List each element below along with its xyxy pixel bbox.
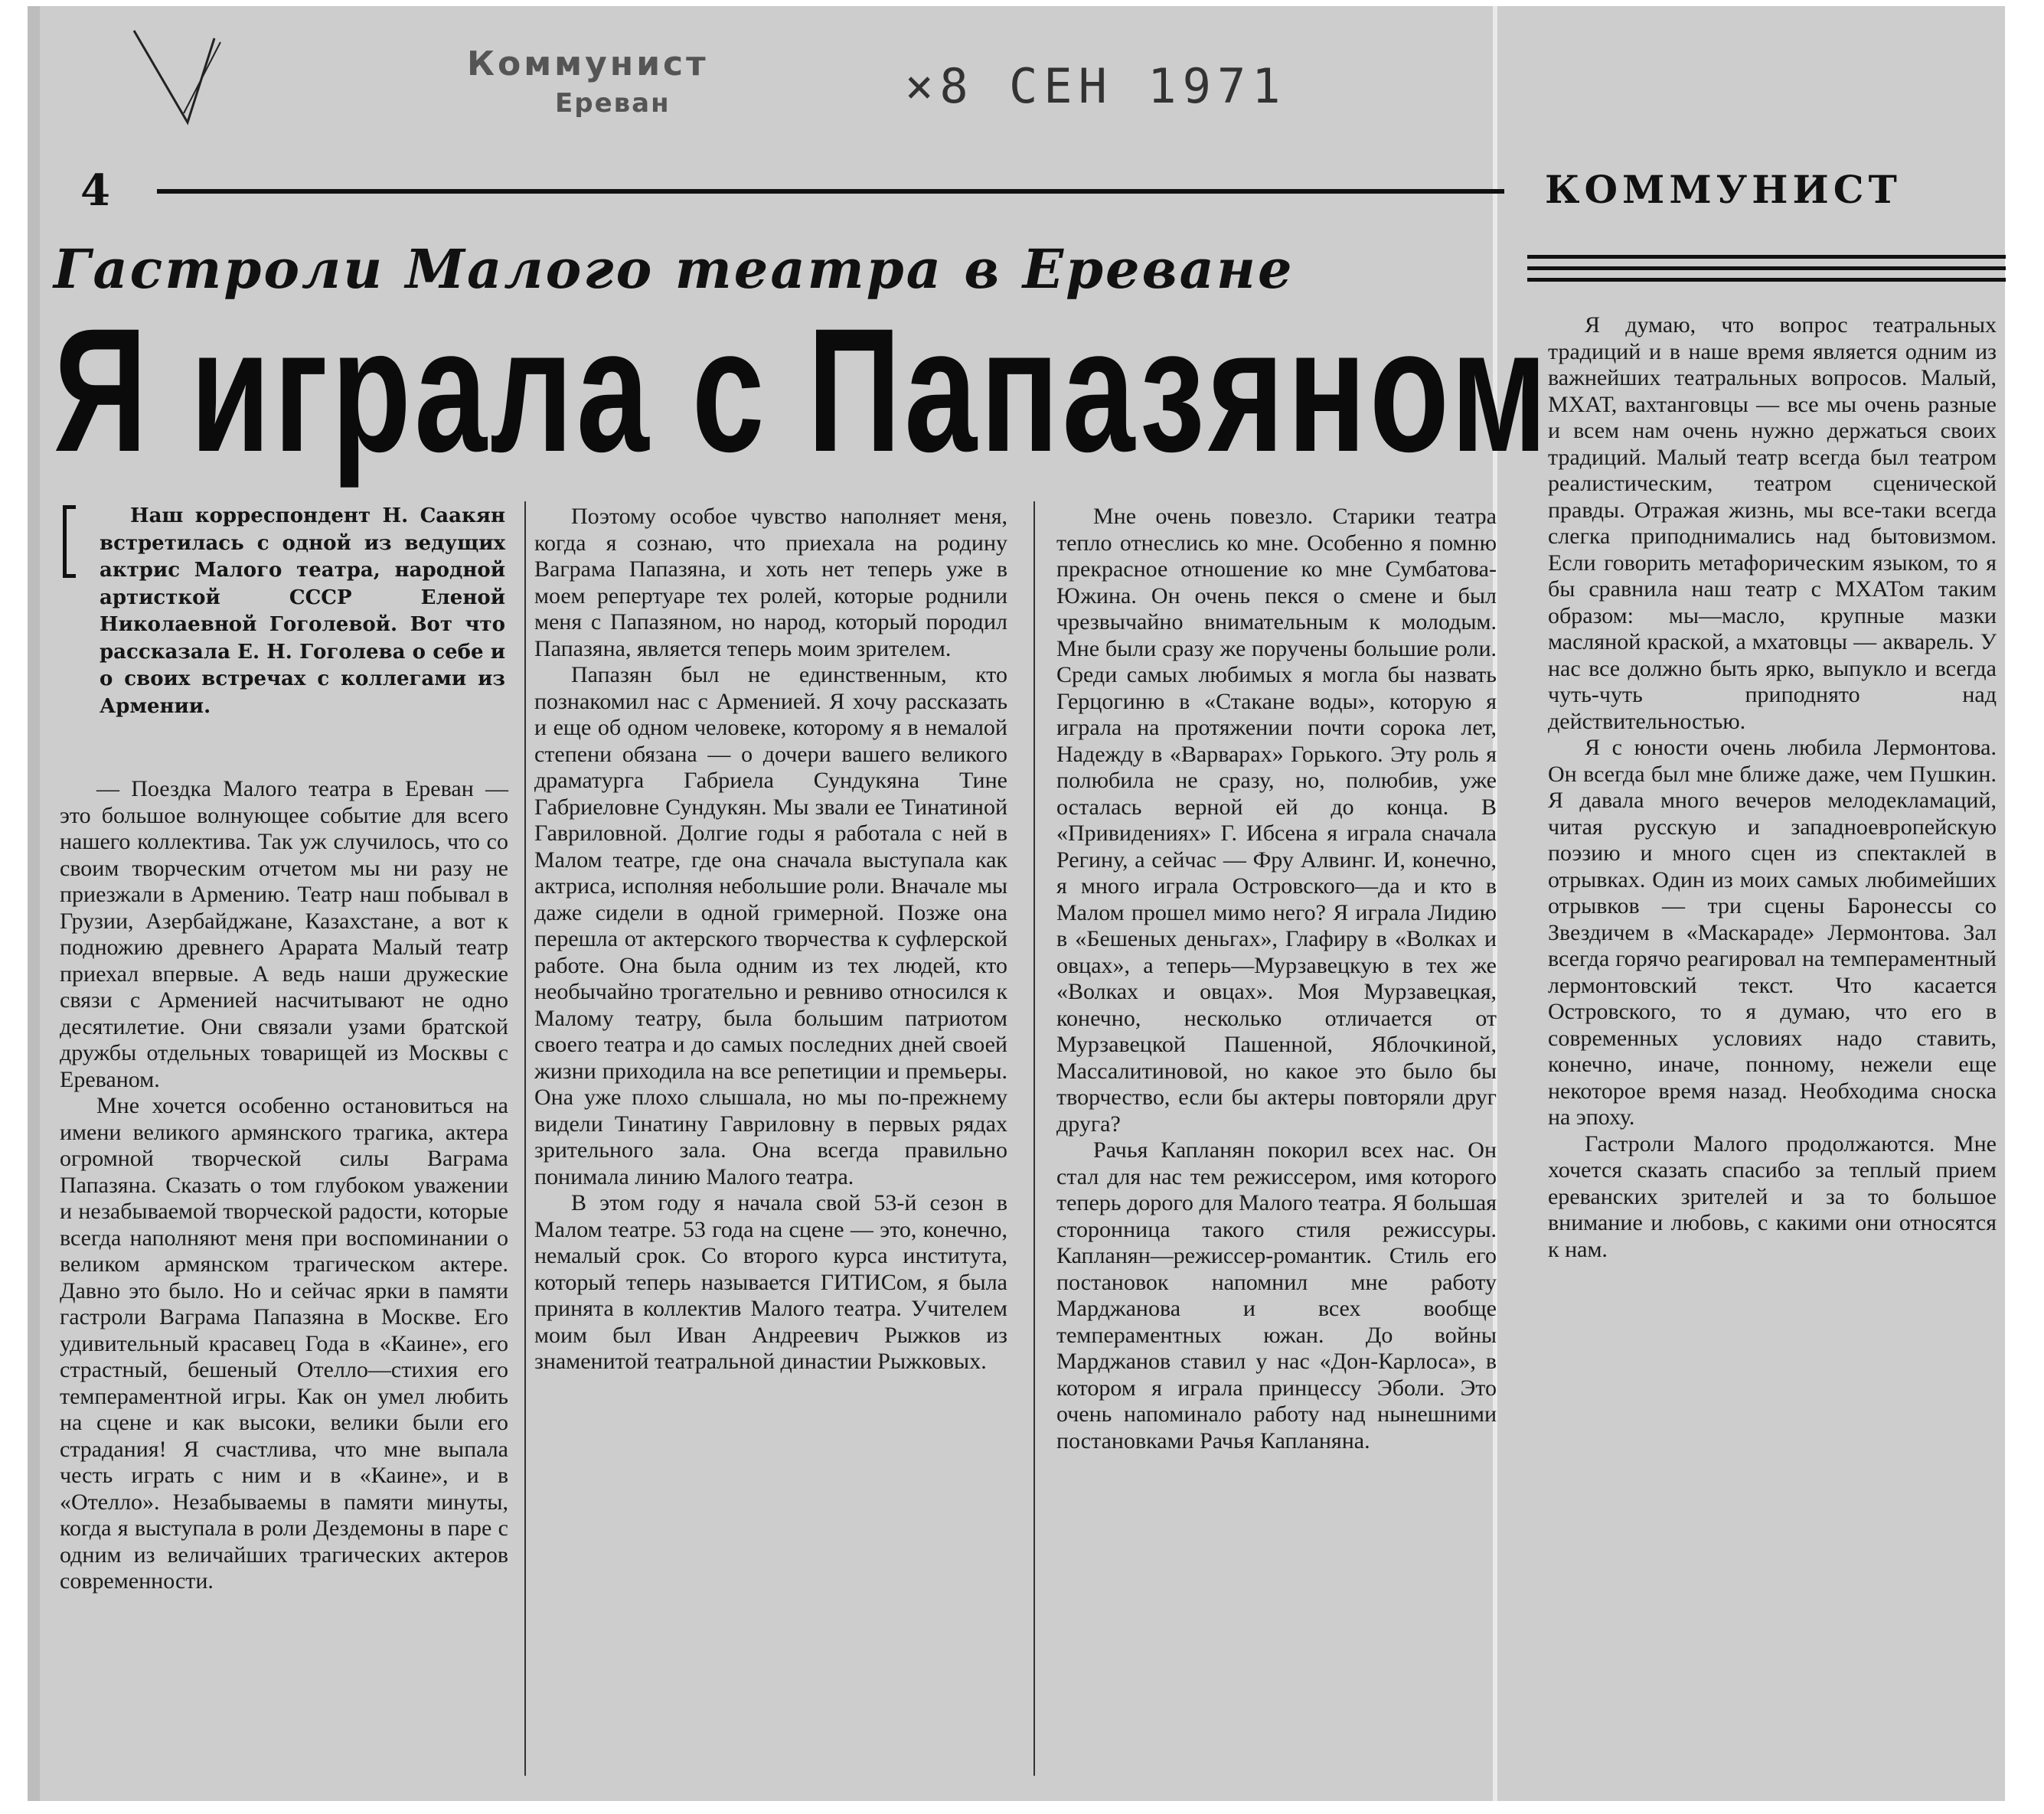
page-number: 4 bbox=[80, 165, 110, 216]
header-rule bbox=[157, 189, 1504, 194]
column-divider bbox=[1033, 501, 1035, 1776]
lead-paragraph: Наш корреспондент Н. Саакян встретилась с одной из ведущих актрис Малого театра, народной артисткой СССР Еленой Николаевной Гоголевой. Вот что рассказала Е. Н. Гоголева о себе и о своих встречах с коллегами из Армении. bbox=[100, 504, 505, 718]
archive-stamp-paper: Коммунист bbox=[467, 44, 709, 83]
archive-stamp-date: ×8 СЕН 1971 bbox=[905, 58, 1287, 114]
article-paragraph: Рачья Капланян покорил всех нас. Он стал для нас тем режиссером, имя которого теперь дорого для Малого театра. Я большая сторонница такого стиля режиссуры. Капланян—режиссер-романтик. Стиль его постановок напомнил мне работу Марджанова и всех вообще темпераментных южан. До войны Марджанов ставил у нас «Дон-Карлоса», в котором я играла принцессу Эболи. Это очень напоминало работу над нынешними постановками Рачья Капланяна. bbox=[1056, 1137, 1497, 1453]
rubric-rule-3 bbox=[1527, 278, 2006, 282]
article-paragraph: Поэтому особое чувство наполняет меня, когда я сознаю, что приехала на родину Ваграма Папазяна, и хоть нет теперь уже в моем репертуаре тех ролей, которые роднили меня с Папазяном, но народ, который породил Папазяна, является теперь моим зрителем. bbox=[534, 504, 1007, 661]
pen-mark-icon bbox=[130, 23, 237, 130]
article-paragraph: Я думаю, что вопрос театральных традиций и в наше время является одним из важнейших театральных вопросов. Малый, МХАТ, вахтанговцы — все мы очень разные и всем нам очень нужно держаться своих традиций. Малый театр всегда был театром реалистическим, театром сценической правды. Отражая жизнь, мы все-таки всегда слегка приподнимались над бытовизмом. Если говорить метафорическим языком, то я бы сравнила наш театр с МХАТом таким образом: мы—масло, крупные мазки масляной краской, а мхатовцы — акварель. У нас все должно быть ярко, выпукло и всегда чуть-чуть приподнято над действительностью. bbox=[1548, 312, 1997, 734]
article-paragraph: Я с юности очень любила Лермонтова. Он всегда был мне ближе даже, чем Пушкин. Я давала много вечеров мелодекламаций, читая русскую и западноевропейскую поэзию и много сцен из спектаклей в отрывках. Один из моих самых любимейших отрывков — три сцены Баронессы со Звездичем в «Маскараде» Лермонтова. Зал всегда горячо реагировал на темпераментный лермонтовский текст. Что касается Островского, то я думаю, что его в современных условиях надо ставить, конечно, иначе, понному, нежели еще некоторое время назад. Необходима сноска на эпоху. bbox=[1548, 735, 1997, 1130]
article-paragraph: Гастроли Малого продолжаются. Мне хочется сказать спасибо за теплый прием ереванских зрителей и за то большое внимание и любовь, с какими они относятся к нам. bbox=[1548, 1130, 1997, 1262]
article-column-4 bbox=[1548, 312, 1997, 1263]
masthead: КОММУНИСТ bbox=[1545, 167, 1902, 212]
article-paragraph: — Поездка Малого театра в Ереван — это большое волнующее событие для всего нашего коллектива. Так уж случилось, что со своим творческим отчетом мы ни разу не приезжали в Армению. Театр наш побывал в Грузии, Азербайджане, Казахстане, а вот к подножию древнего Арарата Малый театр приехал впервые. А ведь наши дружеские связи с Арменией насчитывают не одно десятилетие. Они связали узами братской дружбы отдельных товарищей из Москвы с Ереваном. bbox=[60, 776, 508, 1092]
archive-stamp-city: Ереван bbox=[555, 88, 671, 119]
clipping-edge bbox=[28, 6, 40, 1801]
article-column-1 bbox=[60, 776, 508, 1595]
article-column-3 bbox=[1056, 504, 1497, 1454]
rubric-title: Гастроли Малого театра в Ереване bbox=[54, 237, 1295, 301]
article-column-2 bbox=[534, 504, 1007, 1375]
column-divider bbox=[524, 501, 526, 1776]
article-paragraph: Мне очень повезло. Старики театра тепло отнеслись ко мне. Особенно я помню прекрасное отношение ко мне Сумбатова-Южина. Он очень пекся о смене и был чрезвычайно внимательным к молодым. Мне были сразу же поручены большие роли. Среди самых любимых я могла бы назвать Герцогиню в «Стакане воды», которую я играла на протяжении почти сорока лет, Надежду в «Варварах» Горького. Эту роль я полюбила не сразу, но, полюбив, уже осталась верной ей до конца. В «Привидениях» Г. Ибсена я играла сначала Регину, а сейчас — Фру Алвинг. И, конечно, я много играла Островского—да и кто в Малом прошел мимо него? Я играла Лидию в «Бешеных деньгах», Глафиру в «Волках и овцах», а теперь—Мурзавецкую в тех же «Волках и овцах». Моя Мурзавецкая, конечно, несколько отличается от Мурзавецкой Пашенной, Яблочкиной, Массалитиновой, но какое это было бы творчество, если бы актеры повторяли друг друга? bbox=[1056, 504, 1497, 1137]
article-paragraph: Мне хочется особенно остановиться на имени великого армянского трагика, актера огромной творческой силы Ваграма Папазяна. Сказать о том глубоком уважении и незабываемой творческой радости, которые всегда наполняют меня при воспоминании о великом армянском трагическом актере. Давно это было. Но и сейчас ярки в памяти гастроли Ваграма Папазяна в Москве. Его удивительный красавец Года в «Каине», его страстный, бешеный Отелло—стихия его темпераментной игры. Как он умел любить на сцене и как высоки, велики были его страдания! Я счастлива, что мне выпала честь играть с ним и в «Каине», и в «Отелло». Незабываемы в памяти минуты, когда я выступала в роли Дездемоны в паре с одним из величайших трагических актеров современности. bbox=[60, 1093, 508, 1594]
article-paragraph: В этом году я начала свой 53-й сезон в Малом театре. 53 года на сцене — это, конечно, немалый срок. Со второго курса института, который теперь называется ГИТИСом, я была принята в коллектив Малого театра. Учителем моим был Иван Андреевич Рыжков из знаменитой театральной династии Рыжковых. bbox=[534, 1190, 1007, 1374]
rubric-rule-2 bbox=[1527, 266, 2006, 270]
rubric-rule-1 bbox=[1527, 255, 2006, 259]
article-paragraph: Папазян был не единственным, кто познакомил нас с Арменией. Я хочу рассказать и еще об одном человеке, которому я в немалой степени обязана — о дочери вашего великого драматурга Габриела Сундукяна Тине Габриеловне Сундукян. Мы звали ее Тинатиной Гавриловной. Долгие годы я работала с ней в Малом театре, где она сначала выступала как актриса, исполняя небольшие роли. Вначале мы даже сидели в одной гримерной. Позже она перешла от актерского творчества к суфлерской работе. Она была одним из тех людей, кто необычайно трогательно и ревниво относился к Малому театру, была большим патриотом своего театра и до самых последних дней своей жизни приходила на все репетиции и премьеры. Она уже плохо слышала, но мы по-прежнему видели Тинатину Гавриловну в первых рядах зрительного зала. Она всегда правильно понимала линию Малого театра. bbox=[534, 662, 1007, 1189]
headline: Я играла с Папазяном bbox=[54, 292, 1551, 488]
lead-bracket bbox=[63, 505, 76, 578]
